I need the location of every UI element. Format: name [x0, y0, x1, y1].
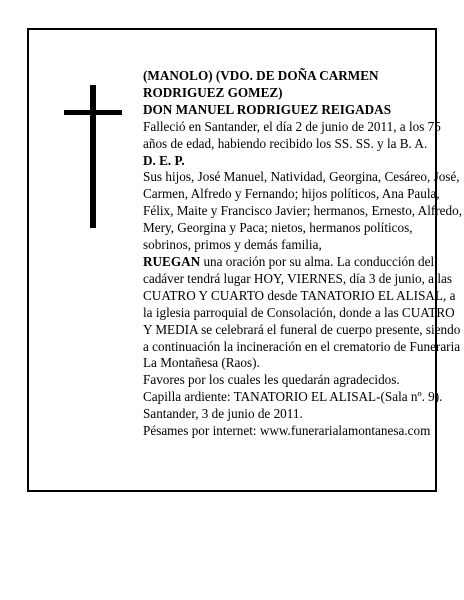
place-date: Santander, 3 de junio de 2011. — [143, 406, 303, 422]
dep-line: D. E. P. — [143, 152, 185, 168]
deceased-name: DON MANUEL RODRIGUEZ REIGADAS — [143, 101, 392, 117]
cross-horizontal-bar — [64, 110, 122, 115]
family-list: Sus hijos, José Manuel, Natividad, Georgina, Cesáreo, José, Carmen, Alfredo y Fernando; hijos políticos, Ana Paula, Félix, Maite y Francisco Javier; hermanos, Ernesto, Alfredo, Mery, Georgina y Paca; nietos, hermanos políticos, sobrinos, primos y demás familia, — [143, 169, 462, 253]
notice-text — [143, 68, 463, 440]
chapel-info: Capilla ardiente: TANATORIO EL ALISAL-(Sala nº. 9). — [143, 389, 443, 405]
service-info: una oración por su alma. La conducción del cadáver tendrá lugar HOY, VIERNES, día 3 de junio, a las CUATRO Y CUARTO desde TANATORIO EL ALISAL, a la iglesia parroquial de Consolación, donde a las CUATRO Y MEDIA se celebrará el funeral de cuerpo presente, siendo a continuación la incineración en el crematorio de Funeraria La Montañesa (Raos). — [143, 253, 461, 371]
thanks-line: Favores por los cuales les quedarán agradecidos. — [143, 372, 400, 388]
death-info: Falleció en Santander, el día 2 de junio de 2011, a los 75 años de edad, habiendo recibido los SS. SS. y la B. A. — [143, 118, 441, 151]
cross-vertical-bar — [90, 85, 96, 228]
notice-heading: (MANOLO) (VDO. DE DOÑA CARMEN RODRIGUEZ GOMEZ) — [143, 68, 379, 100]
obituary-notice — [27, 28, 462, 492]
condolences-line: Pésames por internet: www.funerarialamontanesa.com — [143, 423, 431, 439]
ruegan-word: RUEGAN — [143, 253, 201, 269]
service-paragraph — [143, 254, 463, 372]
